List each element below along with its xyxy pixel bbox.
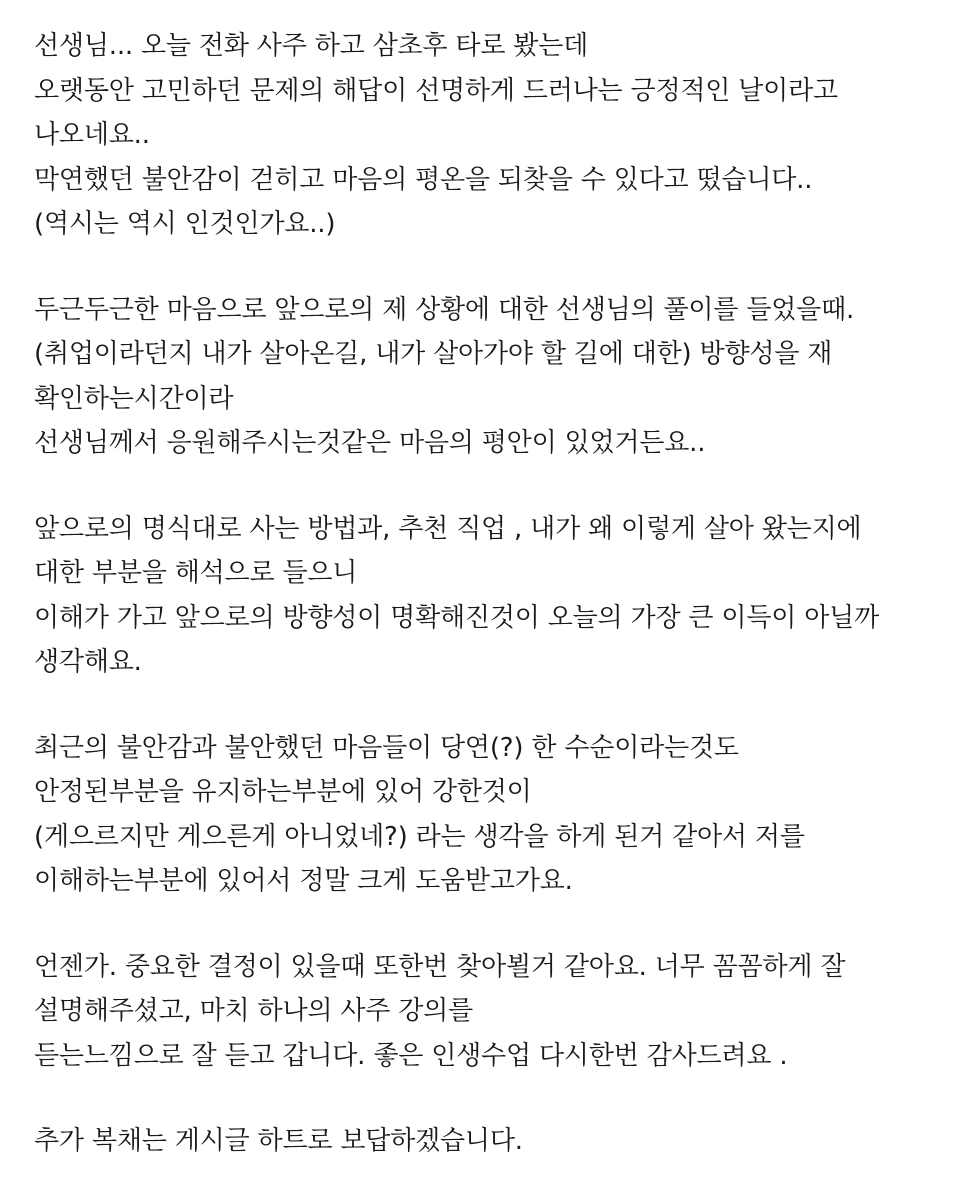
paragraph-6 (34, 1119, 919, 1164)
text-line: (역시는 역시 인것인가요..) (34, 209, 336, 239)
text-line: 대한 부분을 해석으로 들으니 (34, 558, 358, 588)
text-line: 언젠가. 중요한 결정이 있을때 또한번 찾아뵐거 같아요. 너무 꼼꼼하게 잘 (34, 951, 846, 982)
text-line: (게으르지만 게으른게 아니었네?) 라는 생각을 하게 된거 같아서 저를 (34, 821, 805, 852)
paragraph-4 (34, 726, 919, 904)
text-line: (취업이라던지 내가 살아온길, 내가 살아가야 할 길에 대한) 방향성을 재 (34, 339, 833, 369)
paragraph-5 (34, 945, 919, 1079)
text-line: 안정된부분을 유지하는부분에 있어 강한것이 (34, 777, 532, 807)
text-line: 선생님... 오늘 전화 사주 하고 삼초후 타로 봤는데 (34, 31, 589, 61)
text-line: 이해하는부분에 있어서 정말 크게 도움받고가요. (34, 866, 573, 896)
text-line: 생각해요. (34, 647, 142, 677)
paragraph-3 (34, 507, 919, 685)
text-line: 앞으로의 명식대로 사는 방법과, 추천 직업 , 내가 왜 이렇게 살아 왔는지에 (34, 513, 862, 544)
text-line: 두근두근한 마음으로 앞으로의 제 상황에 대한 선생님의 풀이를 들었을때. (34, 294, 855, 325)
text-line: 나오네요.. (34, 120, 150, 150)
text-line: 오랫동안 고민하던 문제의 해답이 선명하게 드러나는 긍정적인 날이라고 (34, 75, 838, 106)
text-line: 최근의 불안감과 불안했던 마음들이 당연(?) 한 수순이라는것도 (34, 732, 739, 763)
text-line: 이해가 가고 앞으로의 방향성이 명확해진것이 오늘의 가장 큰 이득이 아닐까 (34, 602, 879, 633)
text-line: 막연했던 불안감이 걷히고 마음의 평온을 되찾을 수 있다고 떴습니다.. (34, 164, 813, 195)
text-line: 확인하는시간이라 (34, 383, 234, 414)
text-line: 추가 복채는 게시글 하트로 보답하겠습니다. (34, 1126, 523, 1156)
paragraph-1 (34, 24, 919, 247)
paragraph-2 (34, 288, 919, 466)
text-line: 듣는느낌으로 잘 듣고 갑니다. 좋은 인생수업 다시한번 감사드려요 . (34, 1040, 788, 1071)
text-line: 설명해주셨고, 마치 하나의 사주 강의를 (34, 996, 473, 1026)
text-line: 선생님께서 응원해주시는것같은 마음의 평안이 있었거든요.. (34, 428, 706, 458)
